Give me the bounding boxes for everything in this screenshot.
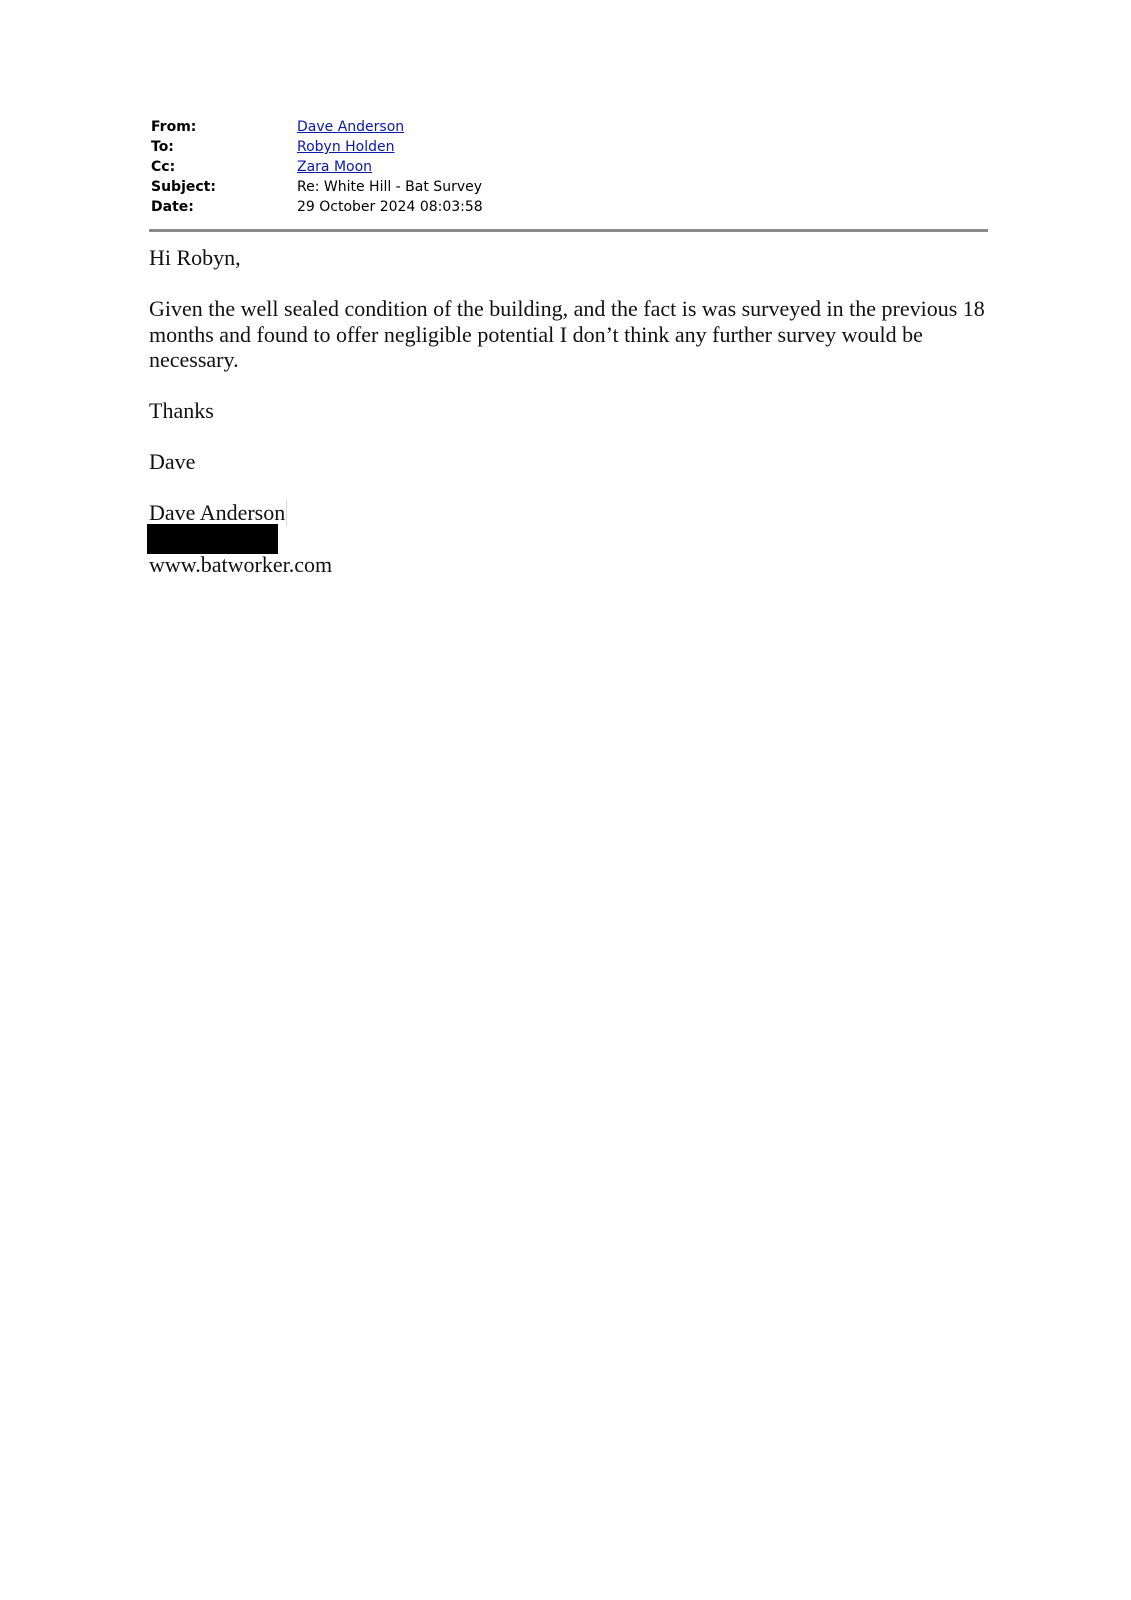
from-label: From: <box>151 119 197 135</box>
sign-off: Dave <box>149 449 196 474</box>
body-paragraph: Given the well sealed condition of the building, and the fact is was surveyed in the previous 18 months and found to offer negligible potential I don’t think any further survey would be necessary. <box>149 296 985 372</box>
redaction-box <box>147 524 278 554</box>
header-divider <box>149 229 988 232</box>
closing: Thanks <box>149 398 214 423</box>
cc-row <box>151 157 483 177</box>
date-value: 29 October 2024 08:03:58 <box>297 199 483 215</box>
to-label: To: <box>151 139 174 155</box>
from-link[interactable]: Dave Anderson <box>297 119 405 135</box>
date-label: Date: <box>151 199 194 215</box>
subject-label: Subject: <box>151 179 216 195</box>
subject-row <box>151 177 483 197</box>
to-row <box>151 137 483 157</box>
signature-block <box>149 500 989 577</box>
signature-website: www.batworker.com <box>149 551 333 577</box>
cc-link[interactable]: Zara Moon <box>297 159 373 175</box>
greeting: Hi Robyn, <box>149 245 241 270</box>
date-row <box>151 197 483 217</box>
subject-value: Re: White Hill - Bat Survey <box>297 179 483 195</box>
email-header <box>151 117 483 217</box>
email-body <box>149 245 989 577</box>
cc-label: Cc: <box>151 159 176 175</box>
to-link[interactable]: Robyn Holden <box>297 139 395 155</box>
signature-name: Dave Anderson <box>149 500 286 525</box>
from-row <box>151 117 483 137</box>
